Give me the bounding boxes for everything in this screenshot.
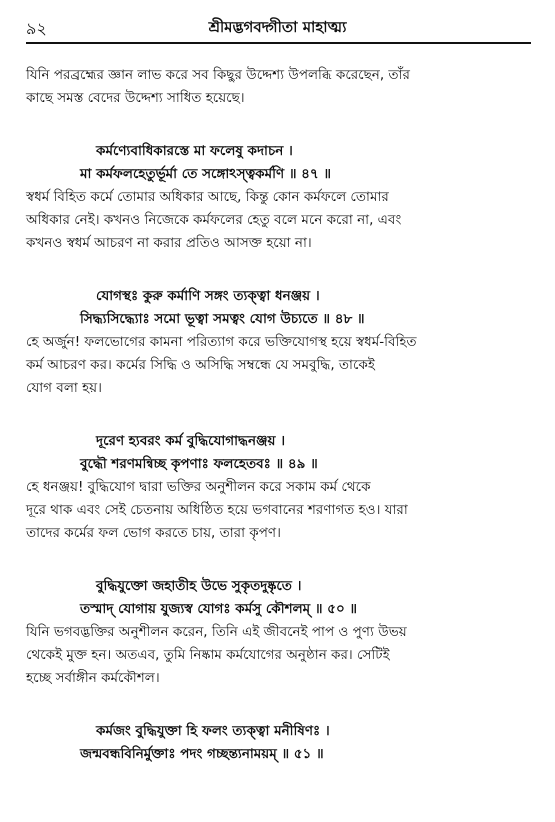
verse-line: যোগস্থঃ কুরু কর্মাণি সঙ্গং ত্যক্ত্বা ধনঞ্জয় । — [96, 288, 320, 304]
translation-50 — [26, 621, 533, 690]
verse-line: জন্মবন্ধবিনির্মুক্তাঃ পদং গচ্ছন্ত্যনাময়ম্ ॥ ৫১ ॥ — [80, 746, 324, 762]
text-line: হে অর্জুন! ফলভোগের কামনা পরিত্যাগ করে ভক্তিযোগস্থ হয়ে স্বধর্ম-বিহিত — [26, 334, 417, 350]
verse-line: সিদ্ধ্যসিদ্ধ্যোঃ সমো ভূত্বা সমত্বং যোগ উচ্যতে ॥ ৪৮ ॥ — [80, 311, 365, 327]
translation-48 — [26, 331, 533, 400]
verse-line: কর্মজং বুদ্ধিযুক্তা হি ফলং ত্যক্ত্বা মনীষিণঃ । — [96, 723, 330, 739]
page-content — [26, 64, 533, 766]
verse-line: মা কর্মফলহেতুর্ভূর্মা তে সঙ্গোঽস্ত্বকর্মণি ॥ ৪৭ ॥ — [80, 166, 332, 182]
text-line: থেকেই মুক্ত হন। অতএব, তুমি নিষ্কাম কর্মযোগের অনুষ্ঠান কর। সেটিই — [26, 647, 390, 663]
text-line: হচ্ছে সর্বাঙ্গীন কর্মকৌশল। — [26, 670, 160, 686]
text-line: স্বধর্ম বিহিত কর্মে তোমার অধিকার আছে, কিন্তু কোন কর্মফলে তোমার — [26, 189, 389, 205]
text-line: দূরে থাক এবং সেই চেতনায় অধিষ্ঠিত হয়ে ভগবানের শরণাগত হও। যারা — [26, 502, 408, 518]
text-line: তাদের কর্মের ফল ভোগ করতে চায়, তারা কৃপণ। — [26, 525, 281, 541]
verse-47 — [26, 140, 533, 186]
running-title: শ্রীমদ্ভগবদ্গীতা মাহাত্ম্য — [208, 18, 347, 36]
header-rule — [26, 42, 531, 44]
verse-51 — [26, 720, 533, 766]
verse-48 — [26, 285, 533, 331]
intro-paragraph — [26, 64, 533, 110]
text-line: কাছে সমস্ত বেদের উদ্দেশ্য সাধিত হয়েছে। — [26, 90, 245, 106]
verse-49 — [26, 430, 533, 476]
page-header — [26, 16, 529, 40]
text-line: যোগ বলা হয়। — [26, 380, 102, 396]
translation-47 — [26, 186, 533, 255]
page-number: ৯২ — [26, 19, 47, 38]
text-line: কখনও স্বধর্ম আচরণ না করার প্রতিও আসক্ত হয়ো না। — [26, 235, 312, 251]
text-line: হে ধনঞ্জয়! বুদ্ধিযোগ দ্বারা ভক্তির অনুশীলন করে সকাম কর্ম থেকে — [26, 479, 371, 495]
verse-line: দূরেণ হ্যবরং কর্ম বুদ্ধিযোগাদ্ধনঞ্জয় । — [96, 433, 286, 449]
verse-line: বুদ্ধৌ শরণমন্বিচ্ছ কৃপণাঃ ফলহেতবঃ ॥ ৪৯ ॥ — [80, 456, 318, 472]
verse-line: তস্মাদ্ যোগায় যুজ্যস্ব যোগঃ কর্মসু কৌশলম্ ॥ ৫০ ॥ — [80, 601, 358, 617]
verse-line: বুদ্ধিযুক্তো জহাতীহ উভে সুকৃতদুষ্কৃতে । — [96, 578, 302, 594]
verse-50 — [26, 575, 533, 621]
verse-line: কর্মণ্যেবাধিকারস্তে মা ফলেষু কদাচন । — [96, 143, 293, 159]
translation-49 — [26, 476, 533, 545]
text-line: যিনি ভগবদ্ভক্তির অনুশীলন করেন, তিনি এই জীবনেই পাপ ও পুণ্য উভয় — [26, 624, 407, 640]
text-line: কর্ম আচরণ কর। কর্মের সিদ্ধি ও অসিদ্ধি সম্বন্ধে যে সমবুদ্ধি, তাকেই — [26, 357, 375, 373]
text-line: অধিকার নেই। কখনও নিজেকে কর্মফলের হেতু বলে মনে করো না, এবং — [26, 212, 402, 228]
text-line: যিনি পরব্রহ্মের জ্ঞান লাভ করে সব কিছুর উদ্দেশ্য উপলব্ধি করেছেন, তাঁর — [26, 67, 410, 83]
